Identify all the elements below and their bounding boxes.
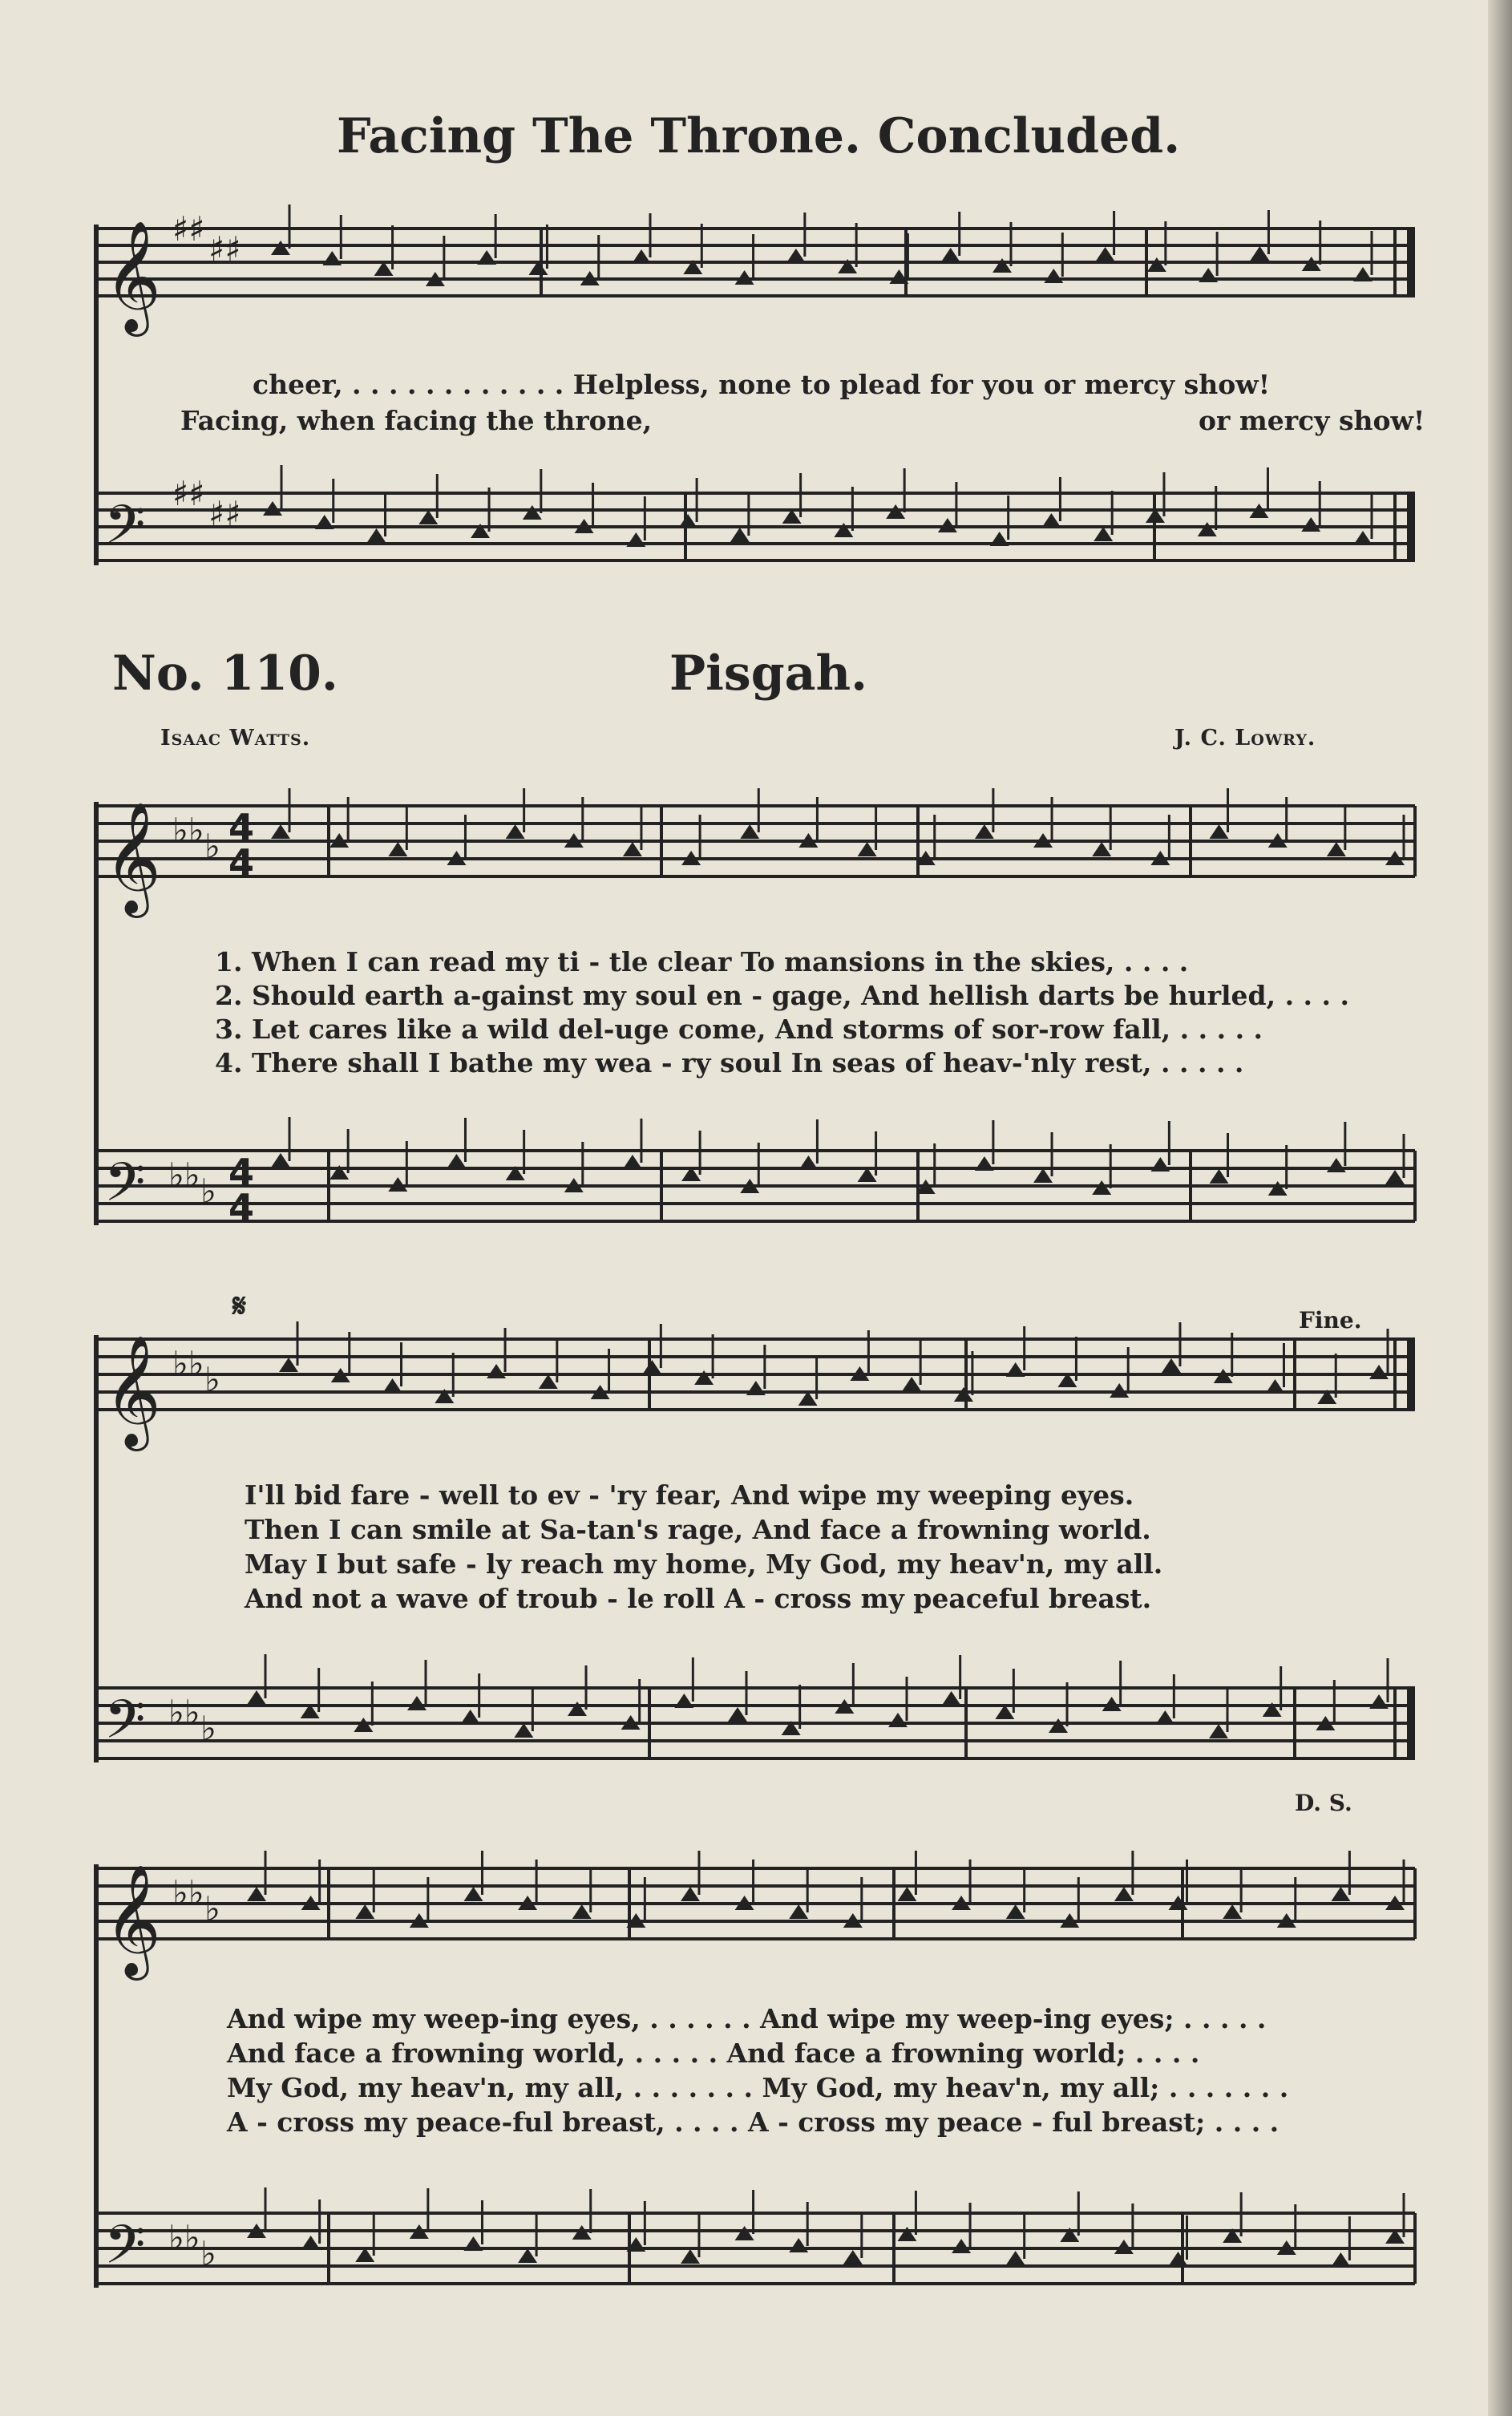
notehead [678,514,697,528]
notehead [674,1694,693,1708]
notehead [1369,1694,1389,1709]
staff-s3-treble [96,1868,1415,1939]
notehead [1268,1181,1288,1196]
notehead [1369,1365,1389,1379]
notehead [1385,1170,1405,1184]
notehead [740,824,759,839]
notehead [975,824,994,839]
notehead [1094,527,1113,541]
notehead [1033,1168,1053,1183]
notehead [1198,522,1217,536]
hymn-title: Pisgah. [669,645,868,702]
svg-text:4: 4 [228,1151,255,1194]
notehead [1223,1904,1242,1919]
notehead [626,532,645,547]
notehead [523,505,542,520]
notehead [728,1707,747,1722]
staff-s1-bass [96,1151,1415,1221]
notehead [843,2250,863,2264]
notehead [1331,2252,1350,2267]
notehead [1114,1887,1134,1901]
lyric-line: cheer, . . . . . . . . . . . . Helpless, none to plead for you or mercy show! [253,369,1271,400]
notehead [315,515,334,529]
treble-clef-icon: 𝄞 [104,1335,161,1447]
lyric-line: May I but safe - ly reach my home, My God, my heav'n, my all. [245,1548,1163,1580]
lyric-line: And face a frowning world, . . . . . And face a frowning world; . . . . [227,2038,1200,2069]
notehead [388,842,407,856]
notehead [1162,1358,1181,1373]
author: Isaac Watts. [160,726,311,751]
notehead [247,1887,266,1901]
notehead [888,1713,908,1727]
notehead [993,258,1012,273]
notehead [487,1364,506,1378]
notehead [355,1904,374,1919]
notehead [447,1154,466,1168]
notehead [1147,257,1166,272]
treble-clef-icon: 𝄞 [104,221,161,332]
notehead [539,1374,558,1389]
svg-text:♯♯: ♯♯ [208,494,241,533]
notehead [322,251,342,265]
notehead [681,1887,700,1901]
notehead [463,2236,483,2251]
notehead [418,510,438,524]
notehead [1210,1169,1229,1184]
notehead [623,1155,642,1169]
notehead [789,2238,808,2252]
verse-line: 2. Should earth a-gainst my soul en - gage, And hellish darts be hurled, . . . . [215,980,1349,1011]
notehead [798,1155,818,1170]
notehead [1327,1158,1346,1172]
notehead [1155,1710,1174,1725]
notehead [506,824,525,839]
notehead [789,1904,808,1919]
verse-line: 1. When I can read my ti - tle clear To mansions in the skies, . . . . [215,946,1189,977]
fine-mark: Fine. [1299,1307,1362,1333]
hymn-number: No. 110. [112,645,338,702]
lyric-line: And not a wave of troub - le roll A - cross my peaceful breast. [245,1583,1152,1614]
notehead [463,1887,483,1901]
svg-text:♭♭: ♭♭ [168,1155,200,1195]
svg-text:♭♭: ♭♭ [168,2218,200,2257]
notehead [407,1696,427,1710]
staff-s2-bass [96,1688,1415,1758]
lyric-line: A - cross my peace-ful breast, . . . . A - cross my peace - ful breast; . . . . [227,2106,1280,2138]
notehead [694,1370,714,1385]
notehead [834,523,853,537]
notehead [902,1377,921,1391]
notehead [518,2248,537,2263]
notehead [383,1378,402,1393]
notehead [568,1702,587,1716]
notehead [461,1710,480,1724]
svg-text:♯♯: ♯♯ [172,474,205,513]
notehead [746,1381,766,1395]
svg-text:4: 4 [228,806,255,849]
svg-text:4: 4 [228,841,255,884]
notehead [1096,247,1115,261]
bass-clef-icon: 𝄢 [104,494,146,569]
notehead [1209,1724,1228,1738]
lyric-line: And wipe my weep-ing eyes, . . . . . . And wipe my weep-ing eyes; . . . . . [227,2003,1267,2034]
svg-text:♭: ♭ [204,1889,220,1928]
notehead [942,1691,961,1706]
notehead [1049,1718,1068,1733]
notehead [1199,268,1218,282]
lyric-line: I'll bid fare - well to ev - 'ry fear, And wipe my weeping eyes. [245,1479,1134,1511]
notehead [642,1360,661,1374]
notehead [952,2239,971,2253]
segno-mark: 𝄋 [232,1287,247,1325]
notehead [730,528,750,542]
notehead [735,2226,754,2240]
svg-text:♭♭: ♭♭ [168,1693,200,1732]
notehead [954,1387,973,1402]
notehead [990,532,1009,546]
notehead [279,1358,298,1372]
page-title: Facing The Throne. Concluded. [337,108,1181,164]
svg-text:♭: ♭ [204,827,220,866]
notehead [1006,1904,1025,1919]
notehead [1250,246,1269,261]
notehead [786,249,806,263]
notehead [623,842,642,856]
notehead [271,241,290,255]
notehead [271,1153,290,1168]
notehead [975,1156,994,1171]
notehead [1006,2251,1025,2265]
notehead [1210,824,1229,839]
notehead [1331,1887,1350,1901]
notehead [632,249,651,264]
notehead [1044,269,1063,283]
svg-text:♭: ♭ [200,2234,216,2273]
svg-text:♯♯: ♯♯ [208,229,241,269]
staff-s3-bass [96,2213,1415,2284]
staff-s2-treble [96,1339,1415,1410]
lyric-line: Then I can smile at Sa-tan's rage, And face a frowning world. [245,1514,1151,1545]
lyric-line: or mercy show! [1199,405,1425,436]
notehead [858,842,877,856]
notehead [897,1887,916,1901]
notehead [572,1904,592,1919]
notehead [941,248,960,262]
ds-mark: D. S. [1295,1790,1352,1816]
notehead [514,1723,533,1738]
notehead [271,824,290,839]
svg-text:♭♭: ♭♭ [172,811,204,850]
svg-text:♭♭: ♭♭ [172,1344,204,1383]
notehead [1353,267,1373,281]
staff-s1-treble [96,806,1415,876]
bass-clef-icon: 𝄢 [104,2214,146,2289]
staff-top-bass [96,493,1415,560]
treble-clef-icon: 𝄞 [104,1864,161,1976]
notehead [247,1690,266,1705]
notehead [1353,531,1373,545]
notehead [1150,1157,1170,1172]
notehead [897,2227,916,2241]
notehead [1265,1379,1284,1394]
svg-text:♭: ♭ [200,1172,216,1211]
notehead [1327,842,1346,856]
notehead [1006,1362,1025,1377]
svg-text:♭: ♭ [204,1360,220,1399]
verse-line: 4. There shall I bathe my wea - ry soul In seas of heav-'nly rest, . . . . . [215,1047,1244,1078]
notehead [1169,2252,1188,2266]
notehead [1041,513,1061,528]
composer: J. C. Lowry. [1174,726,1316,751]
lyric-line: Facing, when facing the throne, [180,405,653,436]
notehead [1092,842,1111,856]
svg-text:♭: ♭ [200,1709,216,1748]
verse-line: 3. Let cares like a wild del-uge come, And storms of sor-row fall, . . . . . [215,1014,1263,1045]
notehead [367,528,386,543]
svg-text:♯♯: ♯♯ [172,209,205,249]
notehead [681,2249,700,2264]
notehead [1301,517,1320,532]
notehead [477,250,496,265]
svg-text:4: 4 [228,1186,255,1229]
notehead [301,2236,321,2250]
svg-text:♭♭: ♭♭ [172,1873,204,1912]
bass-clef-icon: 𝄢 [104,1689,146,1763]
lyric-line: My God, my heav'n, my all, . . . . . . . My God, my heav'n, my all; . . . . . . . [227,2072,1289,2103]
bass-clef-icon: 𝄢 [104,1151,146,1226]
treble-clef-icon: 𝄞 [104,802,161,913]
